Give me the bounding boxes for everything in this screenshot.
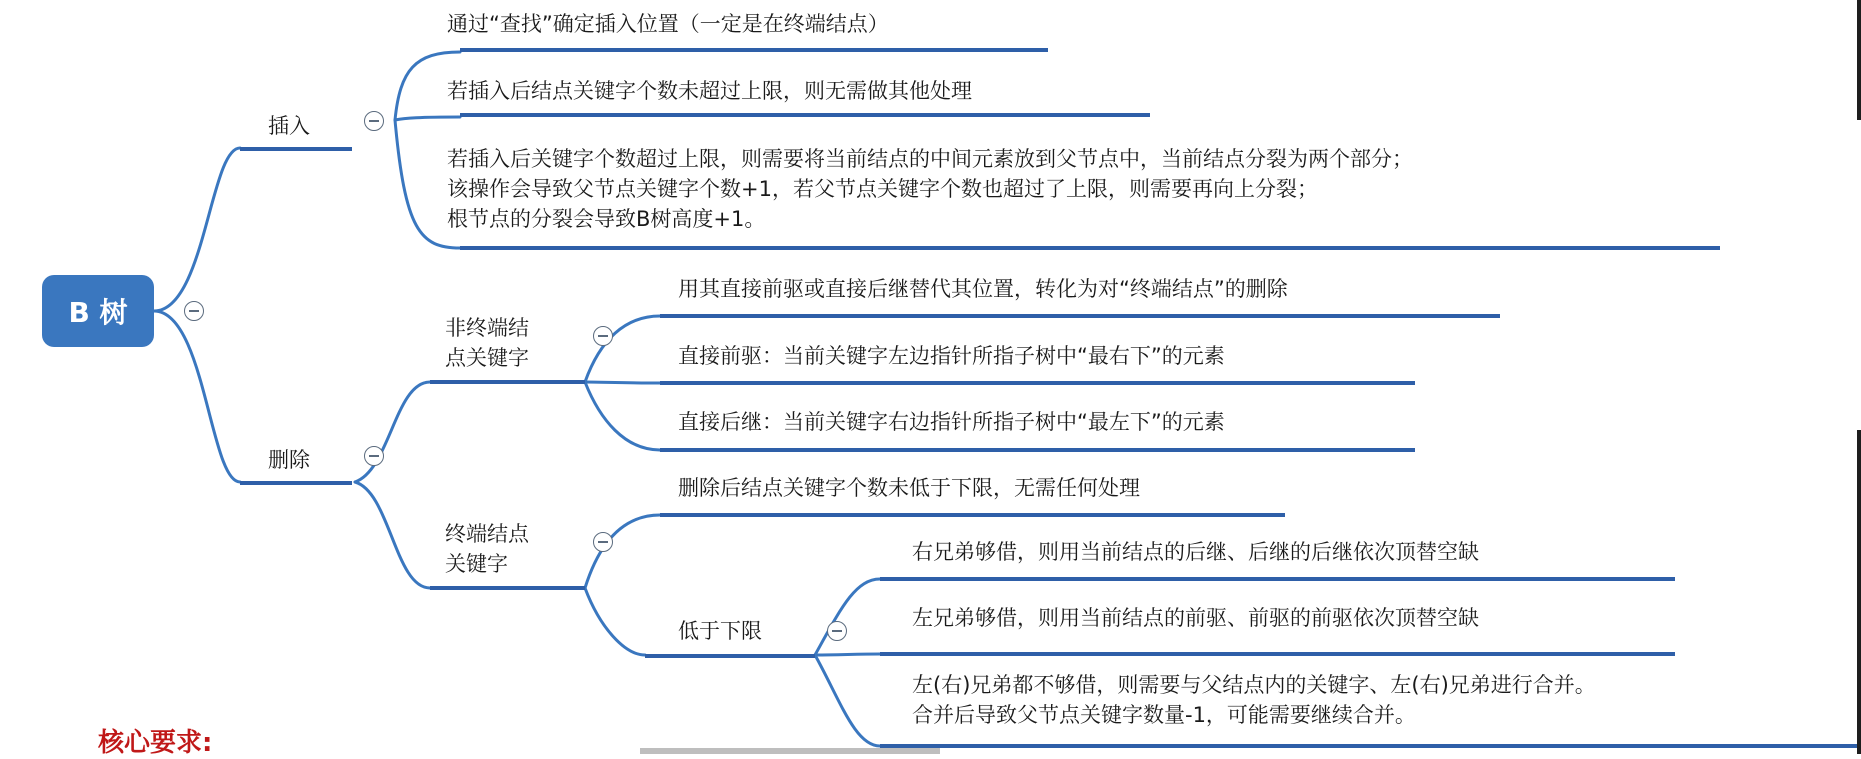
connector-root-insert — [154, 148, 240, 311]
root-node[interactable] — [42, 275, 154, 347]
root-label: B 树 — [68, 296, 128, 329]
frame-edge-top — [1857, 0, 1861, 120]
below-item-3: 左(右)兄弟都不够借，则需要与父结点内的关键字、左(右)兄弟进行合并。 合并后导致父节点关键字数量-1，可能需要继续合并。 — [912, 673, 1596, 727]
frame-edge-bottom — [1857, 430, 1861, 754]
nonterminal-label: 非终端结 点关键字 — [445, 316, 529, 370]
below-item-2: 左兄弟够借，则用当前结点的前驱、前驱的前驱依次顶替空缺 — [912, 606, 1479, 630]
nonterminal-collapse-icon[interactable] — [593, 326, 613, 346]
connector-terminal-below — [585, 588, 645, 655]
cropped-text-fragment — [640, 748, 940, 754]
terminal-label: 终端结点 关键字 — [445, 522, 529, 576]
connector-delete-nonterminal — [355, 382, 430, 482]
connector-below-item-1 — [815, 579, 880, 655]
insert-label: 插入 — [268, 114, 310, 138]
connector-root-delete — [154, 311, 240, 482]
insert-item-1: 通过“查找”确定插入位置（一定是在终端结点） — [447, 12, 889, 36]
insert-item-2: 若插入后结点关键字个数未超过上限，则无需做其他处理 — [447, 79, 972, 103]
below-limit-collapse-icon[interactable] — [827, 621, 847, 641]
below-item-1: 右兄弟够借，则用当前结点的后继、后继的后继依次顶替空缺 — [912, 540, 1479, 564]
nonterminal-item-1: 用其直接前驱或直接后继替代其位置，转化为对“终端结点”的删除 — [678, 277, 1288, 301]
connector-insert-item-2 — [395, 117, 460, 120]
nonterminal-item-3: 直接后继：当前关键字右边指针所指子树中“最左下”的元素 — [678, 410, 1225, 434]
insert-collapse-icon[interactable] — [364, 111, 384, 131]
connector-below-item-3 — [815, 655, 880, 746]
insert-item-3: 若插入后关键字个数超过上限，则需要将当前结点的中间元素放到父节点中，当前结点分裂为两个部分； 该操作会导致父节点关键字个数+1，若父节点关键字个数也超过了上限，则需要再向上分裂； 根节点的分裂会导致B树高度+1。 — [447, 147, 1413, 231]
connector-delete-terminal — [355, 482, 430, 588]
below-limit-label: 低于下限 — [678, 619, 762, 643]
connector-nonterminal-item-2 — [585, 382, 660, 383]
terminal-collapse-icon[interactable] — [593, 532, 613, 552]
core-requirements-label: 核心要求: — [98, 728, 213, 758]
delete-collapse-icon[interactable] — [364, 446, 384, 466]
terminal-item-1: 删除后结点关键字个数未低于下限，无需任何处理 — [678, 476, 1140, 500]
connector-nonterminal-item-3 — [585, 382, 660, 450]
connector-below-item-2 — [815, 654, 880, 655]
nonterminal-item-2: 直接前驱：当前关键字左边指针所指子树中“最右下”的元素 — [678, 344, 1225, 368]
delete-label: 删除 — [268, 448, 310, 472]
root-collapse-icon[interactable] — [184, 301, 204, 321]
connector-nonterminal-item-1 — [585, 316, 660, 382]
connector-terminal-item-1 — [585, 515, 660, 588]
